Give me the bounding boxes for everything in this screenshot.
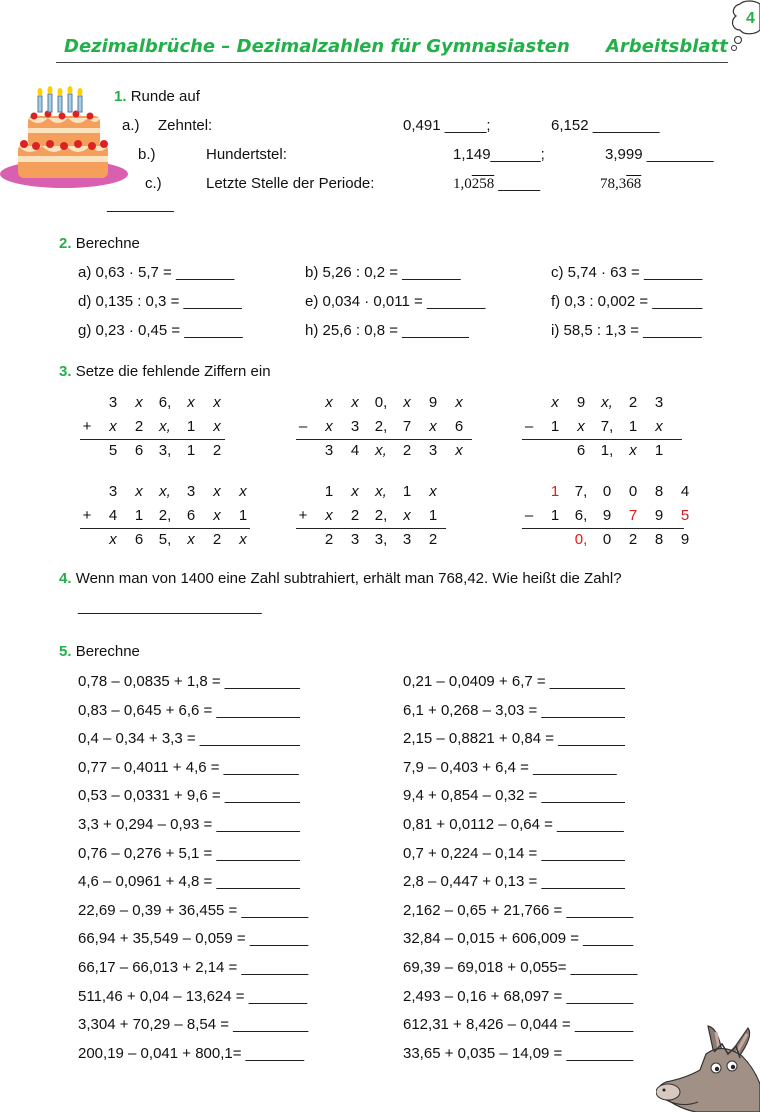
p6-digit: –	[524, 507, 534, 524]
p4-digit: x,	[159, 483, 171, 500]
task1-c-text: Letzte Stelle der Periode:	[206, 175, 375, 192]
task4-number: 4.	[59, 570, 72, 587]
p4-digit: +	[82, 507, 92, 524]
p2-digit: x	[455, 442, 463, 459]
task5-exercise: 3,3 + 0,294 – 0,93 = __________	[78, 816, 300, 833]
task5-exercise: 9,4 + 0,854 – 0,32 = __________	[403, 787, 625, 805]
p3-digit: 1	[654, 442, 664, 459]
task1-a-text: Zehntel:	[158, 117, 213, 134]
p1-digit: 1	[186, 442, 196, 459]
p3-digit: 9	[576, 394, 586, 411]
task5-exercise: 66,94 + 35,549 – 0,059 = _______	[78, 930, 309, 948]
p1-digit: 5	[108, 442, 118, 459]
task5-exercise: 0,53 – 0,0331 + 9,6 = _________	[78, 787, 300, 805]
task3-heading	[59, 363, 271, 380]
task5-exercise: 0,81 + 0,0112 – 0,64 = ________	[403, 816, 624, 833]
p6-digit: 0,	[574, 531, 588, 548]
p1-digit: 6	[134, 442, 144, 459]
p1-digit: +	[82, 418, 92, 435]
p3-digit: x	[629, 442, 637, 459]
task5-exercise: 2,493 – 0,16 + 68,097 = ________	[403, 987, 634, 1005]
task2-item-b: b) 5,26 : 0,2 = _______	[305, 264, 461, 281]
p4-digit: 5,	[158, 531, 172, 548]
p4-digit: 2	[212, 531, 222, 548]
p1-digit: x	[109, 418, 117, 435]
task5-exercise: 69,39 – 69,018 + 0,055= ________	[403, 959, 638, 976]
task2-item-c: c) 5,74 · 63 = _______	[551, 264, 703, 281]
task5-exercise: 2,8 – 0,447 + 0,13 = __________	[403, 873, 625, 891]
p2-digit: x	[325, 394, 333, 411]
task5-exercise: 612,31 + 8,426 – 0,044 = _______	[403, 1016, 634, 1034]
task2-title: Berechne	[75, 235, 140, 252]
task2-item-g: g) 0,23 · 0,45 = _______	[78, 322, 243, 339]
p3-digit: –	[524, 418, 534, 435]
p2-digit: 3	[350, 418, 360, 435]
task5-exercise: 0,7 + 0,224 – 0,14 = __________	[403, 844, 625, 862]
p6-digit: 7	[628, 507, 638, 524]
p2-digit: 7	[402, 418, 412, 435]
p2-digit: 4	[350, 442, 360, 459]
p2-digit: x	[325, 418, 333, 435]
task5-exercise: 2,162 – 0,65 + 21,766 = ________	[403, 901, 634, 919]
task1-b-value1: 1,149______;	[453, 146, 545, 163]
p3-digit: x	[577, 418, 585, 435]
task5-exercise: 7,9 – 0,403 + 6,4 = __________	[403, 758, 617, 776]
task5-number: 5.	[59, 643, 72, 660]
task1-a-value1: 0,491 _____;	[403, 117, 491, 134]
task1-b-label: b.)	[138, 146, 156, 163]
task2-item-h: h) 25,6 : 0,8 = ________	[305, 322, 469, 339]
p5-digit: x,	[375, 483, 387, 500]
p1-digit: x	[213, 418, 221, 435]
p5-digit: +	[298, 507, 308, 524]
p6-digit: 0	[628, 483, 638, 500]
p1-digit: x,	[159, 418, 171, 435]
p4-digit: x	[187, 531, 195, 548]
p5-digit: x	[403, 507, 411, 524]
p3-sum-line	[522, 439, 682, 440]
p3-digit: 7,	[600, 418, 614, 435]
p4-digit: 1	[134, 507, 144, 524]
p5-digit: x	[325, 507, 333, 524]
task3-title: Setze die fehlende Ziffern ein	[75, 363, 271, 380]
task4-answer-line: ______________________	[78, 598, 262, 615]
p6-digit: 0	[602, 531, 612, 548]
task5-exercise: 3,304 + 70,29 – 8,54 = _________	[78, 1016, 309, 1034]
p1-digit: x	[187, 394, 195, 411]
task1-c-value2-prefix: 78,3	[600, 176, 627, 192]
p3-digit: x	[655, 418, 663, 435]
task2-number: 2.	[59, 235, 72, 252]
p6-digit: 7,	[574, 483, 588, 500]
p5-digit: 1	[428, 507, 438, 524]
task2-item-a: a) 0,63 · 5,7 = _______	[78, 264, 235, 281]
p6-digit: 6,	[574, 507, 588, 524]
p6-digit: 8	[654, 531, 664, 548]
p2-digit: x	[351, 394, 359, 411]
p1-digit: x	[135, 394, 143, 411]
p2-digit: 9	[428, 394, 438, 411]
task5-exercise: 6,1 + 0,268 – 3,03 = __________	[403, 701, 625, 719]
p1-digit: 3,	[158, 442, 172, 459]
task5-exercise: 0,78 – 0,0835 + 1,8 = _________	[78, 673, 300, 690]
task5-exercise: 2,15 – 0,8821 + 0,84 = ________	[403, 730, 625, 748]
p6-digit: 1	[550, 507, 560, 524]
task1-title: Runde auf	[130, 88, 200, 105]
p3-digit: 3	[654, 394, 664, 411]
p4-digit: x	[135, 483, 143, 500]
task1-c-value1	[453, 175, 540, 193]
task1-b-value2: 3,999 ________	[605, 146, 714, 163]
header-rule	[56, 62, 728, 63]
p5-digit: 2	[428, 531, 438, 548]
p2-digit: 3	[324, 442, 334, 459]
p4-digit: x	[239, 483, 247, 500]
task2-heading	[59, 235, 140, 252]
task1-a-label: a.)	[122, 117, 140, 134]
task2-item-d: d) 0,135 : 0,3 = _______	[78, 293, 242, 310]
task4-text: Wenn man von 1400 eine Zahl subtrahiert, erhält man 768,42. Wie heißt die Zahl?	[75, 570, 622, 587]
p1-digit: 2	[134, 418, 144, 435]
task2-item-i: i) 58,5 : 1,3 = _______	[551, 322, 702, 339]
p1-digit: 3	[108, 394, 118, 411]
task5-exercise: 33,65 + 0,035 – 14,09 = ________	[403, 1044, 634, 1062]
p6-digit: 8	[654, 483, 664, 500]
task5-exercise: 22,69 – 0,39 + 36,455 = ________	[78, 901, 309, 919]
p3-digit: 1,	[600, 442, 614, 459]
task5-title: Berechne	[75, 643, 140, 660]
task1-b-text: Hundertstel:	[206, 146, 287, 163]
task3-number: 3.	[59, 363, 72, 380]
donkey-icon	[656, 1024, 760, 1112]
task1-c-value1-period: 258	[471, 176, 495, 192]
p6-digit: 1	[550, 483, 560, 500]
p5-digit: 2	[350, 507, 360, 524]
task5-heading	[59, 643, 140, 660]
task5-exercise: 0,76 – 0,276 + 5,1 = __________	[78, 844, 300, 862]
p3-digit: 6	[576, 442, 586, 459]
p6-digit: 9	[654, 507, 664, 524]
p2-digit: x	[455, 394, 463, 411]
p4-digit: x	[213, 507, 221, 524]
p2-digit: –	[298, 418, 308, 435]
p6-digit: 9	[680, 531, 690, 548]
p1-digit: 6,	[158, 394, 172, 411]
p6-digit: 4	[680, 483, 690, 500]
p2-digit: x	[429, 418, 437, 435]
task5-exercise: 4,6 – 0,0961 + 4,8 = __________	[78, 873, 300, 891]
task4-question	[59, 570, 622, 587]
p3-digit: x,	[601, 394, 613, 411]
p1-digit: 2	[212, 442, 222, 459]
p2-digit: x	[403, 394, 411, 411]
task5-exercise: 32,84 – 0,015 + 606,009 = ______	[403, 930, 634, 948]
p6-sum-line	[522, 528, 684, 529]
p6-digit: 0	[602, 483, 612, 500]
task2-item-f: f) 0,3 : 0,002 = ______	[551, 293, 703, 310]
p1-digit: 1	[186, 418, 196, 435]
p4-digit: 3	[186, 483, 196, 500]
p4-digit: 2,	[158, 507, 172, 524]
p4-digit: x	[109, 531, 117, 548]
p5-digit: 2,	[374, 507, 388, 524]
p5-digit: 3	[402, 531, 412, 548]
p5-sum-line	[296, 528, 446, 529]
task5-exercise: 0,21 – 0,0409 + 6,7 = _________	[403, 673, 625, 690]
worksheet-title: Dezimalbrüche – Dezimalzahlen für Gymnasiasten	[64, 36, 570, 57]
p4-digit: x	[239, 531, 247, 548]
p1-sum-line	[80, 439, 225, 440]
task1-c-blank2: ________	[107, 196, 174, 213]
p5-digit: 3,	[374, 531, 388, 548]
p3-digit: x	[551, 394, 559, 411]
p5-digit: 2	[324, 531, 334, 548]
p4-digit: 6	[134, 531, 144, 548]
task1-number: 1.	[114, 88, 127, 105]
p2-digit: 2,	[374, 418, 388, 435]
page-number: 4	[746, 10, 755, 27]
p2-digit: x,	[375, 442, 387, 459]
p4-digit: 1	[238, 507, 248, 524]
task1-heading	[114, 88, 200, 105]
task1-c-value1-blank: _____	[498, 175, 541, 192]
p6-digit: 5	[680, 507, 690, 524]
task1-c-value2-period: 68	[626, 176, 642, 192]
task1-c-value2	[600, 175, 641, 193]
p3-digit: 1	[628, 418, 638, 435]
task1-c-value1-prefix: 1,0	[453, 176, 472, 192]
p5-digit: x	[351, 483, 359, 500]
p5-digit: 1	[324, 483, 334, 500]
task5-exercise: 0,83 – 0,645 + 6,6 = __________	[78, 701, 300, 719]
p4-sum-line	[80, 528, 250, 529]
p3-digit: 1	[550, 418, 560, 435]
p2-digit: 6	[454, 418, 464, 435]
thought-cloud-icon	[726, 0, 760, 60]
worksheet-label: Arbeitsblatt	[606, 36, 728, 57]
p1-digit: x	[213, 394, 221, 411]
p4-digit: 4	[108, 507, 118, 524]
p5-digit: 1	[402, 483, 412, 500]
p2-sum-line	[296, 439, 472, 440]
p5-digit: x	[429, 483, 437, 500]
task5-exercise: 511,46 + 0,04 – 13,624 = _______	[78, 987, 308, 1005]
task1-a-value2: 6,152 ________	[551, 117, 660, 134]
task5-exercise: 0,77 – 0,4011 + 4,6 = _________	[78, 758, 299, 776]
p4-digit: 6	[186, 507, 196, 524]
p2-digit: 2	[402, 442, 412, 459]
p5-digit: 3	[350, 531, 360, 548]
p4-digit: x	[213, 483, 221, 500]
p6-digit: 9	[602, 507, 612, 524]
p6-digit: 2	[628, 531, 638, 548]
task5-exercise: 200,19 – 0,041 + 800,1= _______	[78, 1044, 305, 1062]
p2-digit: 3	[428, 442, 438, 459]
task5-exercise: 66,17 – 66,013 + 2,14 = ________	[78, 959, 309, 976]
task5-exercise: 0,4 – 0,34 + 3,3 = ____________	[78, 730, 300, 748]
task1-c-label: c.)	[145, 175, 162, 192]
p4-digit: 3	[108, 483, 118, 500]
task2-item-e: e) 0,034 · 0,011 = _______	[305, 293, 486, 310]
p2-digit: 0,	[374, 394, 388, 411]
p3-digit: 2	[628, 394, 638, 411]
